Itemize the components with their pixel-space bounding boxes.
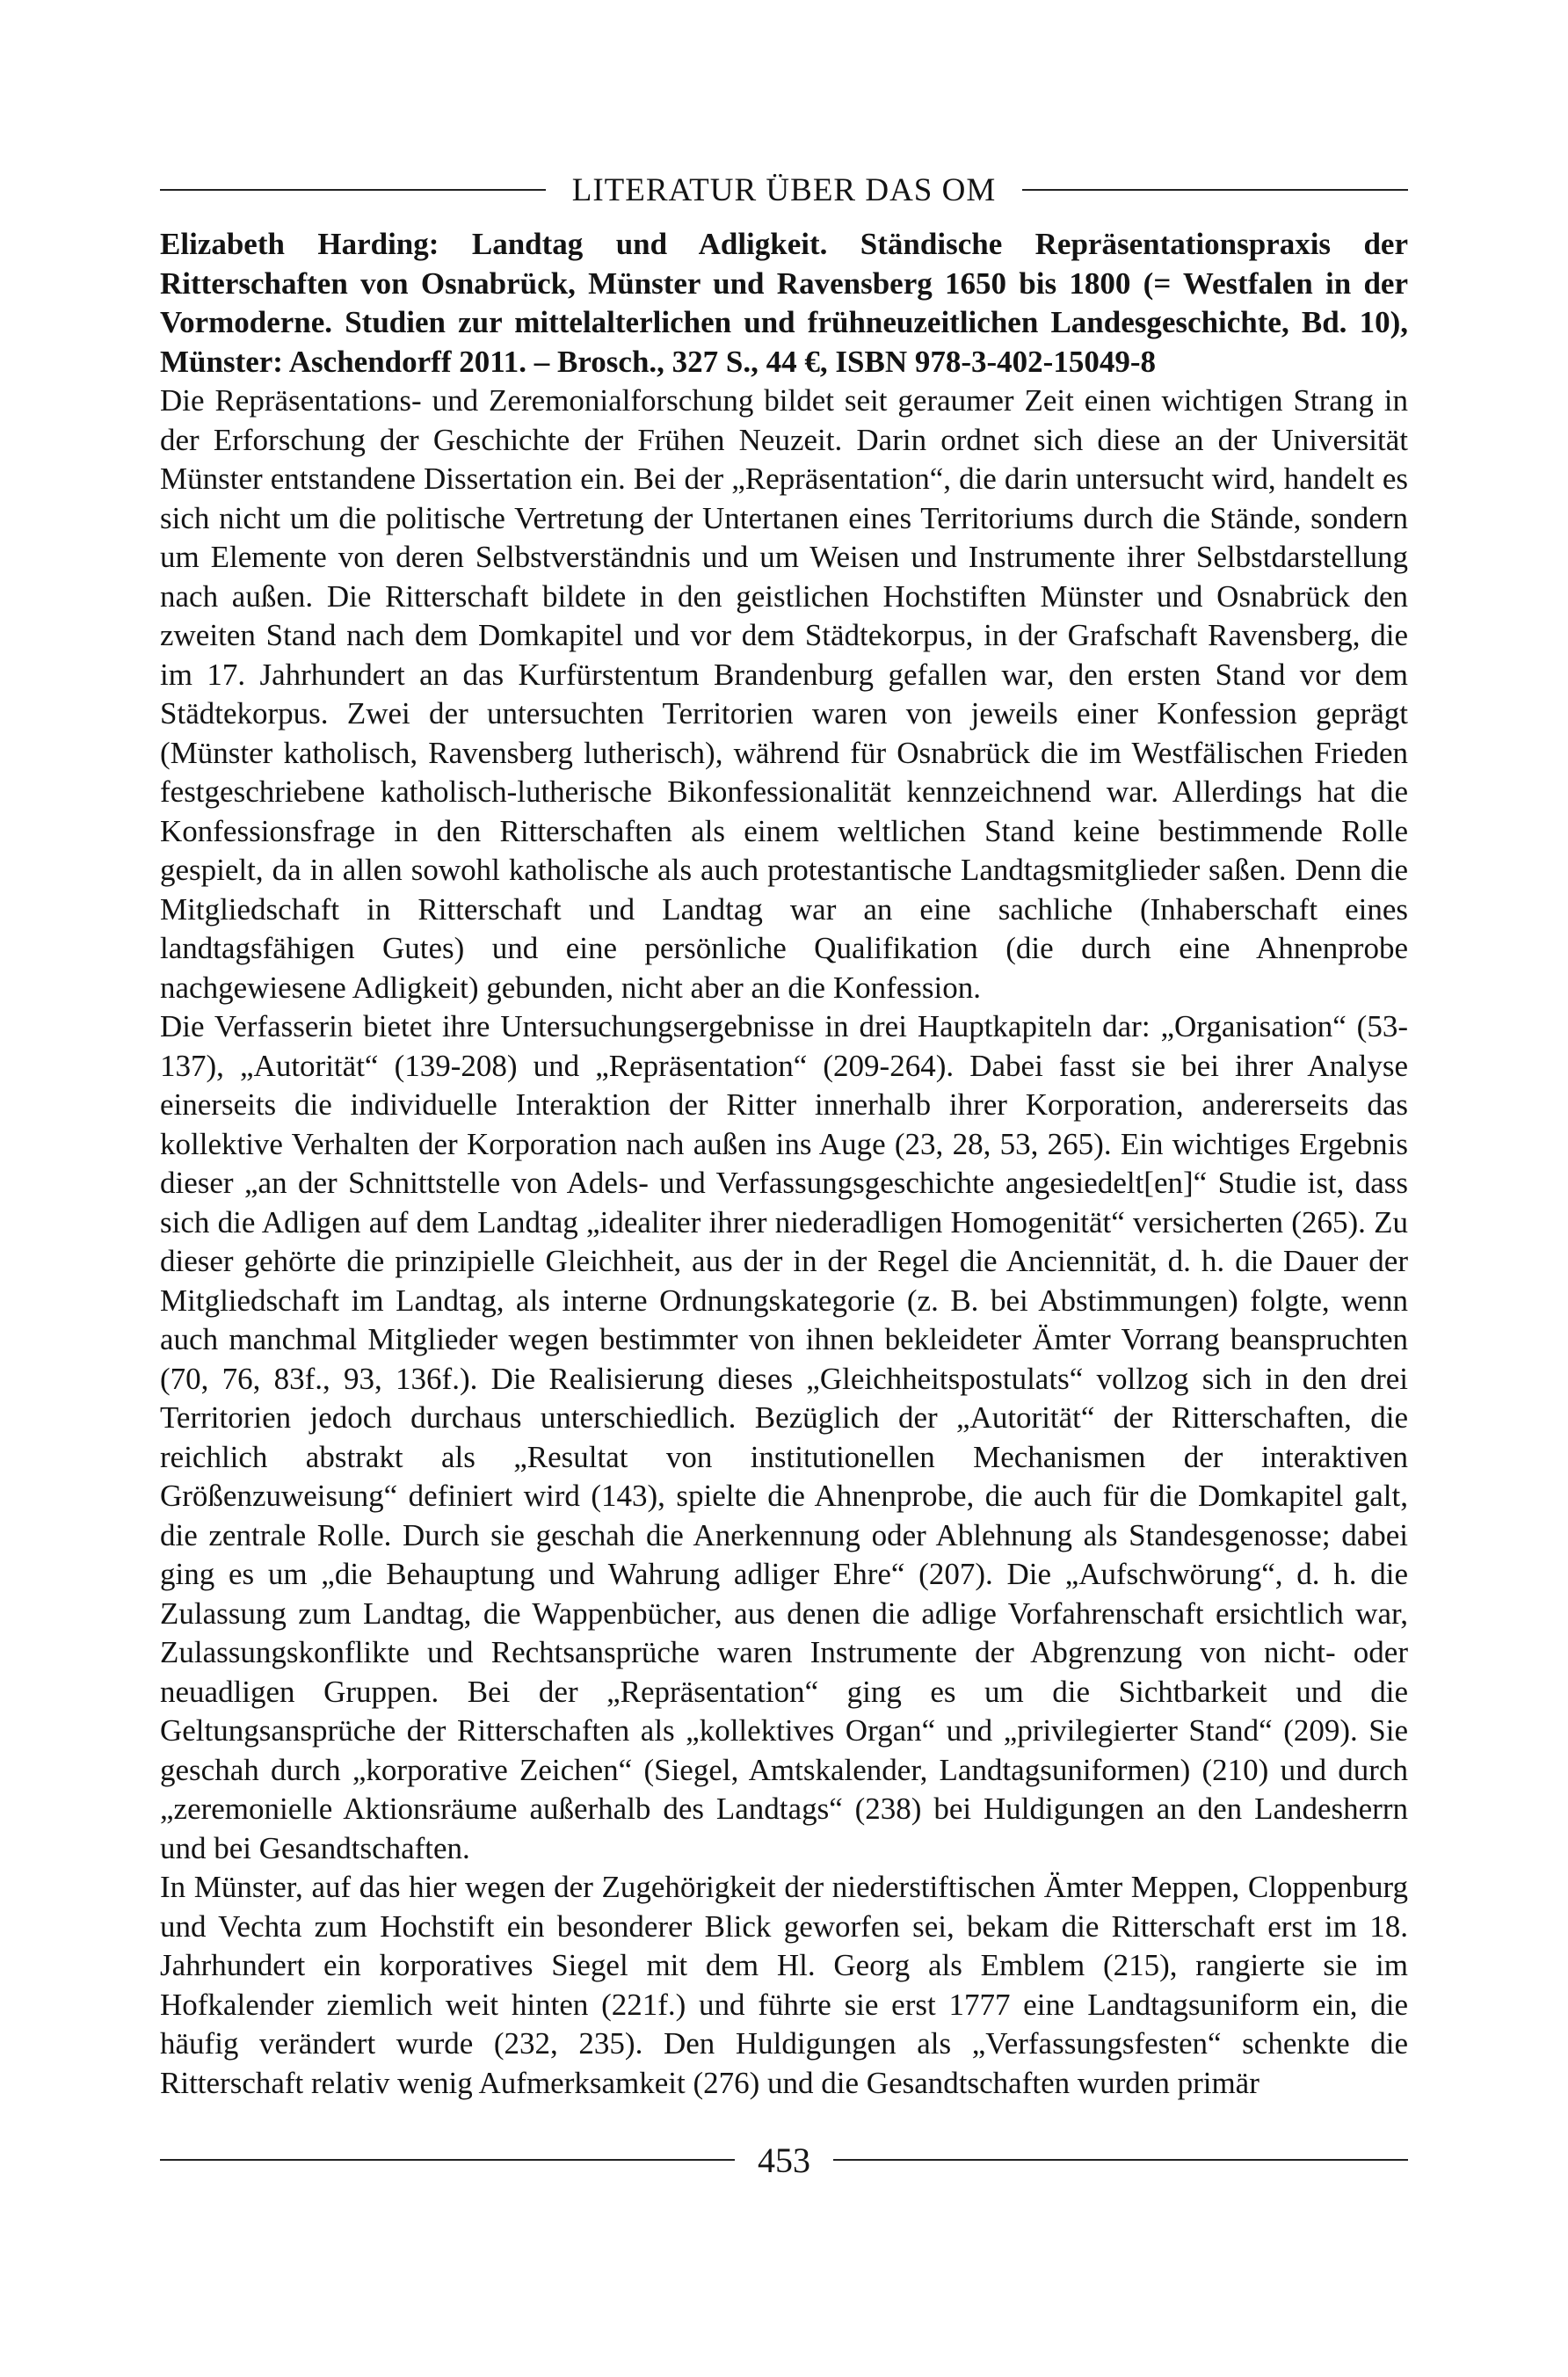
page-footer bbox=[160, 2138, 1408, 2182]
review-paragraph: In Münster, auf das hier wegen der Zugehörigkeit der niederstiftischen Ämter Meppen, Cloppenburg und Vechta zum Hochstift ein besonderer Blick geworfen sei, bekam die Ritterschaft erst im 18. Jahrhundert ein korporatives Siegel mit dem Hl. Georg als Emblem (215), rangierte sie im Hofkalender ziemlich weit hinten (221f.) und führte sie erst 1777 eine Landtagsuniform ein, die häufig verändert wurde (232, 235). Den Huldigungen als „Verfassungsfesten“ schenkte die Ritterschaft relativ wenig Aufmerksamkeit (276) und die Gesandtschaften wurden primär bbox=[160, 1870, 1408, 2100]
footer-rule-right bbox=[833, 2159, 1408, 2161]
footer-rule-left bbox=[160, 2159, 735, 2161]
review-citation: Elizabeth Harding: Landtag und Adligkeit. Ständische Repräsentationspraxis der Ritterschaften von Osnabrück, Münster und Ravensberg 1650 bis 1800 (= Westfalen in der Vormoderne. Studien zur mittelalterlichen und frühneuzeitlichen Landesgeschichte, Bd. 10), Münster: Aschendorff 2011. – Brosch., 327 S., 44 €, ISBN 978-3-402-15049-8 bbox=[160, 227, 1408, 379]
document-page bbox=[160, 167, 1408, 2103]
running-title: LITERATUR ÜBER DAS OM bbox=[571, 171, 997, 208]
review-paragraph: Die Verfasserin bietet ihre Untersuchungsergebnisse in drei Hauptkapiteln dar: „Organisation“ (53-137), „Autorität“ (139-208) und „Repräsentation“ (209-264). Dabei fasst sie bei ihrer Analyse einerseits die individuelle Interaktion der Ritter innerhalb ihrer Korporation, andererseits das kollektive Verhalten der Korporation nach außen ins Auge (23, 28, 53, 265). Ein wichtiges Ergebnis dieser „an der Schnittstelle von Adels- und Verfassungsgeschichte angesiedelt[en]“ Studie ist, dass sich die Adligen auf dem Landtag „idealiter ihrer niederadligen Homogenität“ versicherten (265). Zu dieser gehörte die prinzipielle Gleichheit, aus der in der Regel die Anciennität, d. h. die Dauer der Mitgliedschaft im Landtag, als interne Ordnungskategorie (z. B. bei Abstimmungen) folgte, wenn auch manchmal Mitglieder wegen bestimmter von ihnen bekleideter Ämter Vorrang beanspruchten (70, 76, 83f., 93, 136f.). Die Realisierung dieses „Gleichheitspostulats“ vollzog sich in den drei Territorien jedoch durchaus unterschiedlich. Bezüglich der „Autorität“ der Ritterschaften, die reichlich abstrakt als „Resultat von institutionellen Mechanismen der interaktiven Größenzuweisung“ definiert wird (143), spielte die Ahnenprobe, die auch für die Domkapitel galt, die zentrale Rolle. Durch sie geschah die Anerkennung oder Ablehnung als Standesgenosse; dabei ging es um „die Behauptung und Wahrung adliger Ehre“ (207). Die „Aufschwörung“, d. h. die Zulassung zum Landtag, die Wappenbücher, aus denen die adlige Vorfahrenschaft ersichtlich war, Zulassungskonflikte und Rechtsansprüche waren Instrumente der Abgrenzung von nicht- oder neuadligen Gruppen. Bei der „Repräsentation“ ging es um die Sichtbarkeit und die Geltungsansprüche der Ritterschaften als „kollektives Organ“ und „privilegierter Stand“ (209). Sie geschah durch „korporative Zeichen“ (Siegel, Amtskalender, Landtagsuniformen) (210) und durch „zeremonielle Aktionsräume außerhalb des Landtags“ (238) bei Huldigungen an den Landesherrn und bei Gesandtschaften. bbox=[160, 1009, 1408, 1865]
page-number: 453 bbox=[758, 2140, 810, 2180]
running-header bbox=[160, 167, 1408, 213]
review-paragraph: Die Repräsentations- und Zeremonialforschung bildet seit geraumer Zeit einen wichtigen Strang in der Erforschung der Geschichte der Frühen Neuzeit. Darin ordnet sich diese an der Universität Münster entstandene Dissertation ein. Bei der „Repräsentation“, die darin untersucht wird, handelt es sich nicht um die politische Vertretung der Untertanen eines Territoriums durch die Stände, sondern um Elemente von deren Selbstverständnis und um Weisen und Instrumente ihrer Selbstdarstellung nach außen. Die Ritterschaft bildete in den geistlichen Hochstiften Münster und Osnabrück den zweiten Stand nach dem Domkapitel und vor dem Städtekorpus, in der Grafschaft Ravensberg, die im 17. Jahrhundert an das Kurfürstentum Brandenburg gefallen war, den ersten Stand vor dem Städtekorpus. Zwei der untersuchten Territorien waren von jeweils einer Konfession geprägt (Münster katholisch, Ravensberg lutherisch), während für Osnabrück die im Westfälischen Frieden festgeschriebene katholisch-lutherische Bikonfessionalität kennzeichnend war. Allerdings hat die Konfessionsfrage in den Ritterschaften als einem weltlichen Stand keine bestimmende Rolle gespielt, da in allen sowohl katholische als auch protestantische Landtagsmitglieder saßen. Denn die Mitgliedschaft in Ritterschaft und Landtag war an eine sachliche (Inhaberschaft eines landtagsfähigen Gutes) und eine persönliche Qualifikation (die durch eine Ahnenprobe nachgewiesene Adligkeit) gebunden, nicht aber an die Konfession. bbox=[160, 383, 1408, 1005]
header-rule-right bbox=[1022, 189, 1408, 191]
header-rule-left bbox=[160, 189, 546, 191]
